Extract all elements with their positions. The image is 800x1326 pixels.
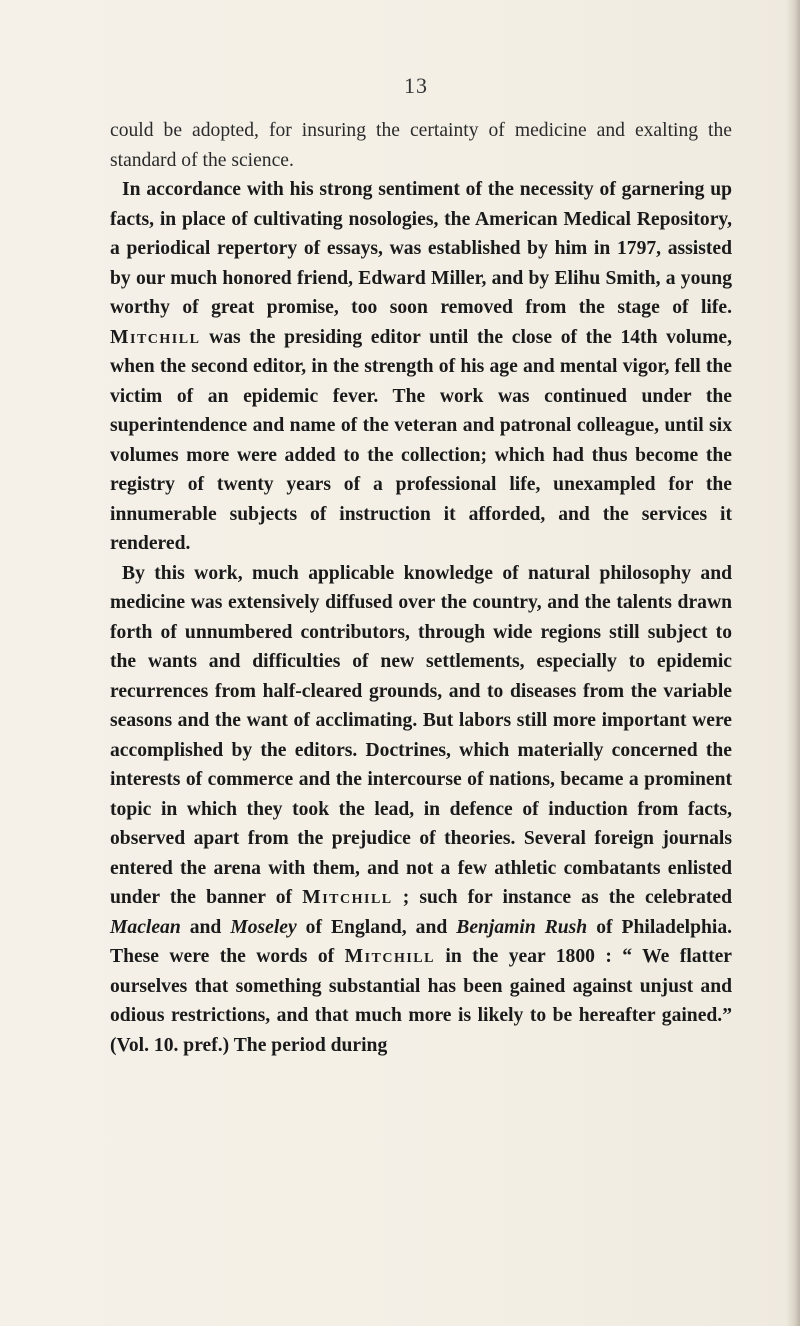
paragraph-knowledge-part-c: and xyxy=(180,916,231,938)
paragraph-knowledge-part-a: By this work, much applicable knowledge of natural philosophy and medicine was extensively diffused over the country, and the talents drawn forth of unnumbered contributors, through wide regions still subject to the wants and difficulties of new settlements, especially to epidemic recurrences from half-cleared grounds, and to diseases from the variable seasons and the want of acclimating. But labors still more important were accomplished by the editors. Doctrines, which materially concerned the interests of commerce and the intercourse of nations, became a prominent topic in which they took the lead, in defence of induction from facts, observed apart from the prejudice of theories. Several foreign journals entered the arena with them, and not a few athletic combatants enlisted under the banner of xyxy=(110,562,732,908)
paragraph-repository xyxy=(110,175,732,559)
name-mitchill: Mitchill xyxy=(110,326,201,348)
paragraph-knowledge-part-e: of Philadelphia. These were the words of xyxy=(110,916,733,967)
name-mitchill: Mitchill xyxy=(302,887,393,908)
page-edge-shadow xyxy=(786,0,800,1326)
paragraph-knowledge xyxy=(110,559,732,1061)
paragraph-continuation: could be adopted, for insuring the certainty of medicine and exalting the standard of the science. xyxy=(110,120,732,171)
name-moseley: Moseley xyxy=(230,916,297,938)
page-number: 13 xyxy=(404,73,428,98)
name-mitchill: Mitchill xyxy=(344,946,435,967)
paragraph-knowledge-part-b: ; such for instance as the celebrated xyxy=(392,887,732,908)
name-benjamin-rush: Benjamin Rush xyxy=(456,916,588,938)
paragraph-knowledge-part-f: in the year 1800 : “ We flatter ourselves that something substantial has been gained against unjust and odious restrictions, and that much more is likely to be hereafter gained.” (Vol. 10. pref.) The period during xyxy=(110,946,733,1056)
name-maclean: Maclean xyxy=(110,916,181,938)
body-text xyxy=(110,116,732,1060)
paragraph-repository-part-b: was the presiding editor until the close of the 14th volume, when the second editor, in the strength of his age and mental vigor, fell the victim of an epidemic fever. The work was continued under the superintendence and name of the veteran and patronal colleague, until six volumes more were added to the collection; which had thus become the registry of twenty years of a professional life, unexampled for the innumerable subjects of instruction it afforded, and the services it rendered. xyxy=(110,326,732,554)
paragraph-knowledge-part-d: of England, and xyxy=(296,916,457,938)
paragraph-repository-part-a: In accordance with his strong sentiment of the necessity of garnering up facts, in place of cultivating nosologies, the American Medical Repository, a periodical repertory of essays, was established by him in 1797, assisted by our much honored friend, Edward Miller, and by Elihu Smith, a young worthy of great promise, too soon removed from the stage of life. xyxy=(110,179,732,318)
